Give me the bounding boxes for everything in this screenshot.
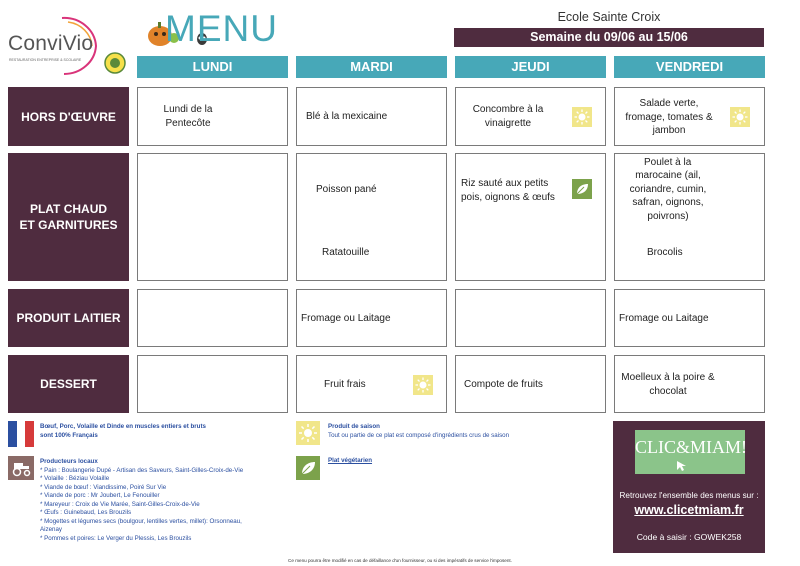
producer-item: * Mareyeur : Croix de Vie Marée, Saint-Gilles-Croix-de-Vie: [40, 500, 200, 508]
clic-miam-logo: [635, 430, 745, 474]
dish-text: Blé à la mexicaine: [306, 111, 388, 122]
cell-dessert-jeudi: [455, 355, 606, 413]
promo-code: Code à saisir : GOWEK258: [636, 532, 742, 542]
dish-text: Riz sauté aux petits: [461, 178, 549, 189]
dish-text: Ratatouille: [322, 247, 370, 258]
cell-laitier-vendredi: [614, 289, 765, 347]
producer-item: * Œufs : Guinebaud, Les Brouzils: [40, 509, 132, 516]
cell-hors-oeuvre-mardi: [296, 87, 447, 146]
row-label-plat-chaud: [8, 153, 129, 281]
row-label-dessert: [8, 355, 129, 413]
dish-text: chocolat: [649, 385, 687, 397]
producer-item: * Viande de bœuf : Viandissime, Poiré Sur Vie: [40, 483, 167, 491]
cell-laitier-mardi: [296, 289, 447, 347]
legend-season-title: Produit de saison: [328, 423, 380, 430]
legend-veggie-title: Plat végétarien: [328, 457, 373, 464]
logo-name: ConviVio: [8, 32, 94, 55]
cell-plat-lundi: [137, 153, 288, 281]
day-header-jeudi: JEUDI: [455, 56, 606, 78]
quality-seal-icon: [104, 52, 126, 74]
dish-text: fromage, tomates &: [625, 111, 713, 123]
cell-plat-mardi: [296, 153, 447, 281]
disclaimer: Ce menu pourra être modifié en cas de défaillance d'un fournisseur, ou si des impératifs de service l'imposent.: [288, 558, 512, 563]
french-flag-icon: [8, 421, 34, 447]
dish-text: Compote de fruits: [464, 379, 543, 390]
sun-icon: [572, 107, 592, 127]
tractor-icon: [8, 456, 34, 480]
origin-text: Bœuf, Porc, Volaille et Dinde en muscles entiers et bruts: [40, 423, 206, 430]
day-header-mardi: MARDI: [296, 56, 447, 78]
dish-text: Poulet à la: [644, 157, 692, 168]
promo-url-link[interactable]: www.clicetmiam.fr: [634, 503, 744, 517]
day-header-vendredi: VENDREDI: [614, 56, 765, 78]
dish-text: marocaine (ail,: [635, 170, 701, 181]
dish-text: Fromage ou Laitage: [301, 313, 391, 324]
dish-text: Moelleux à la poire &: [621, 372, 715, 383]
dish-text: Fruit frais: [324, 379, 366, 390]
row-label-text: PLAT CHAUD: [29, 202, 108, 216]
producer-item: Aizenay: [40, 526, 63, 533]
cell-dessert-vendredi: [614, 355, 765, 413]
row-label-text: ET GARNITURES: [19, 218, 118, 232]
cell-laitier-jeudi: [455, 289, 606, 347]
cell-laitier-lundi: [137, 289, 288, 347]
producer-item: * Pain : Boulangerie Dupé - Artisan des Saveurs, Saint-Gilles-Croix-de-Vie: [40, 466, 244, 474]
leaf-icon: [572, 179, 592, 199]
row-label-hors-oeuvre: [8, 87, 129, 146]
dish-text: Brocolis: [647, 247, 683, 258]
cell-hors-oeuvre-lundi: [137, 87, 288, 146]
producer-item: * Mogettes et légumes secs (boulgour, lentilles vertes, millet): Orsonneau,: [40, 517, 242, 525]
legend-sun-icon: [296, 421, 320, 445]
producer-item: * Viande de porc : Mr Joubert, Le Fenouiller: [40, 492, 160, 499]
day-header-lundi: LUNDI: [137, 56, 288, 78]
dish-text: poivrons): [647, 210, 689, 222]
row-label-text: PRODUIT LAITIER: [16, 311, 121, 325]
cell-hors-oeuvre-vendredi: [614, 87, 765, 146]
logo-tagline: RESTAURATION ENTREPRISE & SCOLAIRE: [9, 58, 82, 62]
row-label-text: DESSERT: [40, 377, 97, 391]
dish-text: safran, oignons,: [632, 197, 704, 208]
origin-text: sont 100% Français: [40, 431, 98, 439]
cursor-icon: [676, 460, 688, 472]
week-banner: Semaine du 09/06 au 15/06: [454, 28, 764, 47]
school-name: Ecole Sainte Croix: [557, 10, 661, 24]
dish-text: Fromage ou Laitage: [619, 313, 709, 324]
dish-text: coriandre, cumin,: [629, 183, 707, 195]
row-label-produit-laitier: [8, 289, 129, 347]
cell-hors-oeuvre-jeudi: [455, 87, 606, 146]
cell-plat-jeudi: [455, 153, 606, 281]
cell-dessert-mardi: [296, 355, 447, 413]
producers-title: Producteurs locaux: [40, 458, 98, 465]
legend-leaf-icon: [296, 456, 320, 480]
producer-item: * Pommes et poires: Le Verger du Plessis, Les Brouzils: [40, 534, 192, 542]
dish-text: Poisson pané: [316, 184, 377, 195]
dish-text: pois, oignons & œufs: [461, 191, 555, 203]
dish-text: Concombre à la: [472, 104, 544, 115]
clic-miam-text: CLIC&MIAM!: [635, 437, 747, 457]
dish-text: Pentecôte: [165, 117, 211, 129]
producer-item: * Volaille : Béziau Volaille: [40, 475, 110, 482]
dish-text: vinaigrette: [484, 117, 532, 129]
legend-season-desc: Tout ou partie de ce plat est composé d'ingrédients crus de saison: [328, 431, 510, 439]
dish-text: Lundi de la: [163, 104, 213, 115]
promo-line: Retrouvez l'ensemble des menus sur :: [619, 491, 759, 500]
cell-dessert-lundi: [137, 355, 288, 413]
menu-title: MENU: [165, 8, 278, 49]
sun-icon: [730, 107, 750, 127]
dish-text: jambon: [652, 125, 686, 136]
dish-text: Salade verte,: [639, 98, 699, 109]
cell-plat-vendredi: [614, 153, 765, 281]
row-label-text: HORS D'ŒUVRE: [21, 109, 116, 124]
sun-icon: [413, 375, 433, 395]
